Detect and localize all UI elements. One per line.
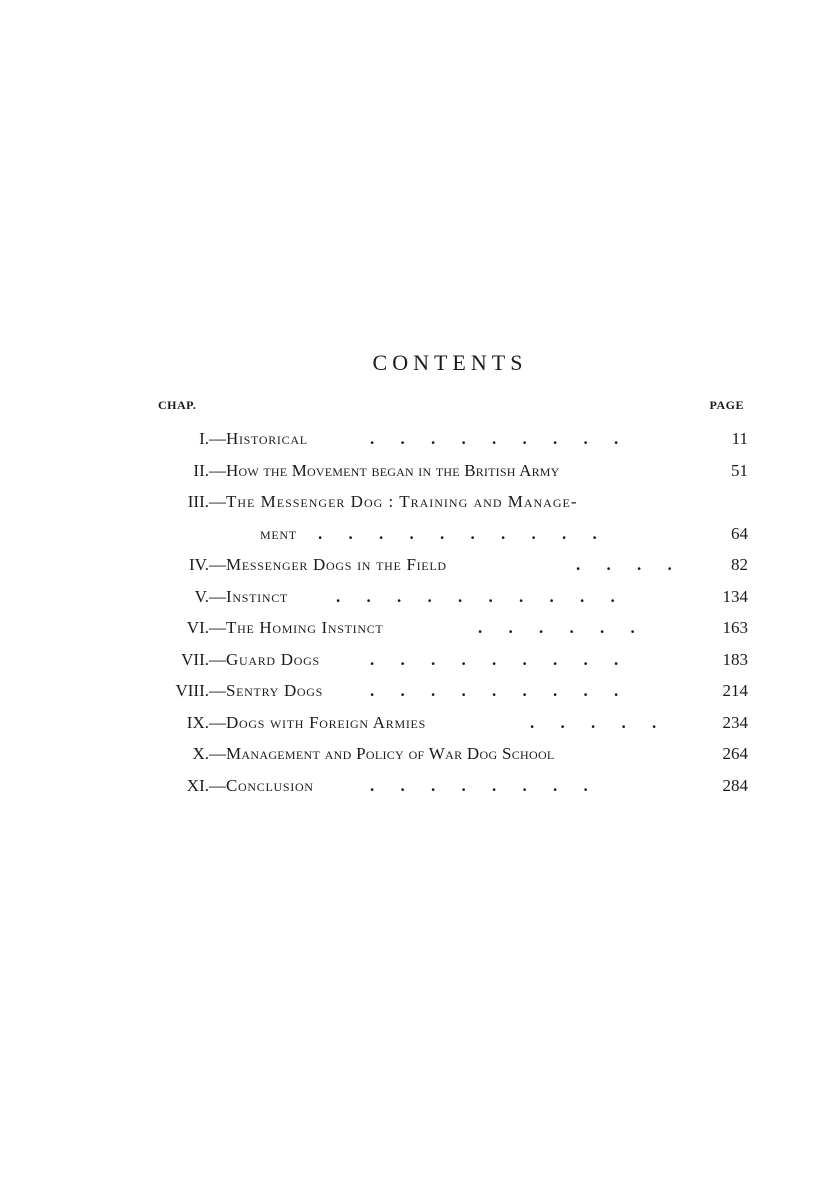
chapter-number: VI.— (186, 618, 226, 637)
chapter-number: VIII.— (175, 681, 226, 700)
chapter-number: VII.— (181, 649, 226, 669)
toc-entry-4 (158, 549, 748, 581)
chapter-number: IX.— (186, 712, 226, 732)
dot-leader: . . . . (576, 555, 672, 574)
chapter-number: X.— (192, 744, 226, 763)
chapter-title: Sentry Dogs (226, 681, 324, 700)
chapter-number: I.— (199, 429, 226, 448)
toc-entry-1 (158, 423, 748, 455)
page-number: 64 (731, 523, 748, 543)
table-of-contents (158, 423, 748, 801)
chap-column-header: CHAP. (158, 398, 197, 412)
chapter-number: XI.— (186, 775, 226, 795)
dot-leader: . . . . . . . . . (370, 681, 619, 700)
chapter-title: Instinct (226, 586, 288, 606)
chapter-title-continued: ment (260, 523, 297, 543)
toc-entry-7 (158, 644, 748, 676)
chapter-title: Messenger Dogs in the Field (226, 555, 447, 574)
chapter-title: Dogs with Foreign Armies (226, 712, 426, 732)
chapter-title: Conclusion (226, 775, 314, 795)
toc-entry-8 (158, 675, 748, 707)
dot-leader: . . . . . . . . . . (336, 586, 615, 606)
dot-leader: . . . . . (530, 712, 657, 732)
dot-leader: . . . . . . . . . (370, 649, 619, 669)
toc-entry-5 (158, 581, 748, 613)
dot-leader: . . . . . . (478, 618, 635, 637)
page-number: 11 (731, 429, 748, 448)
chapter-title: How the Movement began in the British Army (226, 460, 560, 480)
dot-leader: . . . . . . . . . (370, 429, 619, 448)
page-number: 234 (722, 712, 748, 732)
toc-entry-3-continued (158, 518, 748, 550)
page-number: 134 (722, 586, 748, 606)
chapter-title: The Homing Instinct (226, 618, 384, 637)
chapter-title: Guard Dogs (226, 649, 320, 669)
page-number: 82 (731, 555, 748, 574)
chapter-title: The Messenger Dog : Training and Manage- (226, 492, 578, 511)
dot-leader: . . . . . . . . (370, 775, 588, 795)
toc-entry-6 (158, 612, 748, 644)
page-number: 284 (722, 775, 748, 795)
page-title: CONTENTS (372, 350, 528, 375)
chapter-number: III.— (187, 492, 226, 511)
toc-entry-2 (158, 455, 748, 487)
chapter-number: V.— (194, 586, 226, 606)
chapter-number: II.— (193, 460, 226, 480)
toc-entry-11 (158, 770, 748, 802)
page-number: 163 (722, 618, 748, 637)
page-number: 51 (731, 460, 748, 480)
toc-entry-10 (158, 738, 748, 770)
page-number: 214 (722, 681, 748, 700)
chapter-title: Historical (226, 429, 308, 448)
toc-entry-3 (158, 486, 748, 518)
page-number: 264 (722, 744, 748, 763)
page-column-header: PAGE (709, 398, 744, 412)
chapter-title: Management and Policy of War Dog School (226, 744, 555, 763)
page-number: 183 (722, 649, 748, 669)
chapter-number: IV.— (189, 555, 226, 574)
toc-entry-9 (158, 707, 748, 739)
dot-leader: . . . . . . . . . . (318, 523, 597, 543)
